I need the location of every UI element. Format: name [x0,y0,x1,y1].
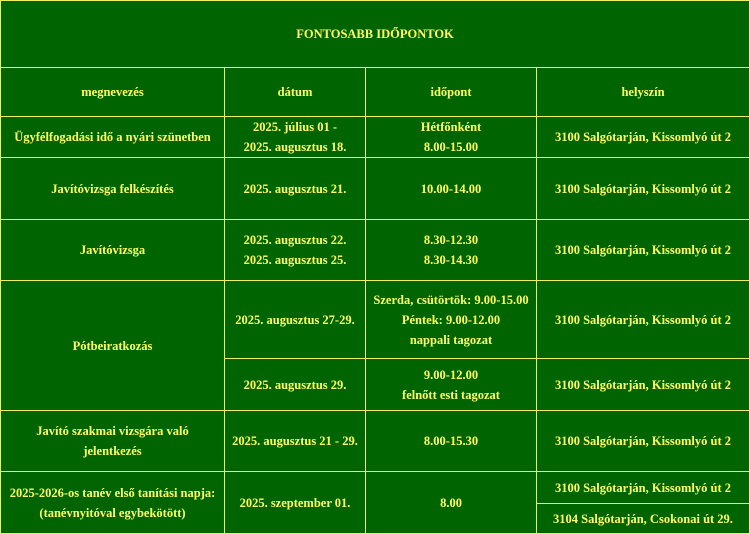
event-time [366,281,537,359]
event-place: 3100 Salgótarján, Kissomlyó út 2 [537,117,750,158]
event-date: 2025. szeptember 01. [225,472,366,534]
time-line: felnőtt esti tagozat [402,387,500,402]
event-name: Ügyfélfogadási idő a nyári szünetben [1,117,225,158]
date-line: 2025. augusztus 18. [243,140,347,154]
event-place: 3100 Salgótarján, Kissomlyó út 2 [537,281,750,359]
table-row [1,281,750,359]
event-time: 8.00-15.30 [366,411,537,472]
date-line: 2025. július 01 - [252,120,338,134]
header-place: helyszín [537,68,750,117]
time-line: nappali tagozat [409,332,493,347]
event-time [366,220,537,281]
event-place: 3100 Salgótarján, Kissomlyó út 2 [537,220,750,281]
table-row [1,117,750,158]
header-time: időpont [366,68,537,117]
table-row [1,411,750,472]
event-place: 3100 Salgótarján, Kissomlyó út 2 [537,411,750,472]
event-place: 3100 Salgótarján, Kissomlyó út 2 [537,359,750,411]
date-line: 2025. augusztus 25. [243,253,347,267]
time-line: Hétfőnként [420,120,482,134]
event-date [225,220,366,281]
event-name: Javítóvizsga [1,220,225,281]
time-line: 8.00-15.00 [423,140,479,154]
event-name: Javítóvizsga felkészítés [1,158,225,220]
event-date: 2025. augusztus 21. [225,158,366,220]
table-row [1,158,750,220]
event-place: 3100 Salgótarján, Kissomlyó út 2 [537,472,750,504]
time-line: Szerda, csütörtök: 9.00-15.00 [373,292,529,307]
title-row [1,1,750,68]
event-time [366,117,537,158]
event-name [1,472,225,534]
table-row [1,472,750,504]
event-date [225,117,366,158]
time-line: 8.30-12.30 [423,233,479,247]
event-date: 2025. augusztus 29. [225,359,366,411]
time-line: 8.30-14.30 [423,253,479,267]
time-line: 9.00-12.00 [423,367,479,382]
header-name: megnevezés [1,68,225,117]
event-time [366,359,537,411]
time-line: Péntek: 9.00-12.00 [401,312,501,327]
event-name-text: Javító szakmai vizsgára való jelentkezés [36,424,189,458]
name-line: 2025-2026-os tanév első tanítási napja: [9,485,216,500]
event-date: 2025. augusztus 27-29. [225,281,366,359]
date-line: 2025. augusztus 22. [243,233,347,247]
event-date: 2025. augusztus 21 - 29. [225,411,366,472]
event-name: Pótbeiratkozás [1,281,225,411]
name-line: (tanévnyitóval egybekötött) [39,505,186,520]
table-title: FONTOSABB IDŐPONTOK [1,1,750,68]
event-name [1,411,225,472]
header-row [1,68,750,117]
event-place: 3104 Salgótarján, Csokonai út 29. [537,504,750,534]
table-row [1,220,750,281]
event-time: 8.00 [366,472,537,534]
event-time: 10.00-14.00 [366,158,537,220]
event-place: 3100 Salgótarján, Kissomlyó út 2 [537,158,750,220]
header-date: dátum [225,68,366,117]
